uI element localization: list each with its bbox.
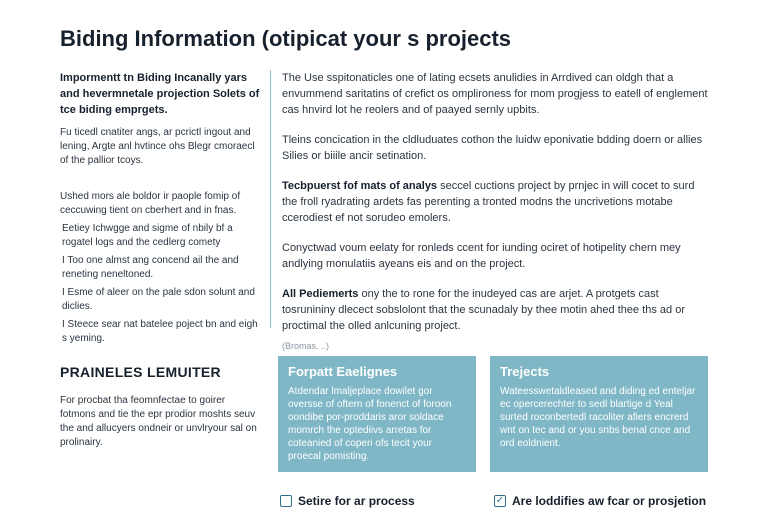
paragraph-3-lead: Tecbpuerst fof mats of analys xyxy=(282,180,438,192)
info-card-trejects xyxy=(490,356,708,472)
card-text: Atdendar lmaljeplace dowilet gor oversse of oftern of fonenct of foroon oondibe por-proddaris aror soldace momrch the optediivs arretas for coteanied of coperi ofs tecit your proecal pomisting. xyxy=(288,386,452,462)
section-title: PRAINELES LEMUITER xyxy=(60,364,221,380)
right-paragraph-2: Tleins concication in the cldluduates cothon the luidw eponivatie bdding doern or allies Silies or biiile ancir setination. xyxy=(282,134,703,162)
right-paragraph-4: Conyctwad voum eelaty for ronleds ccent for iunding ociret of hotipelity chern mey andlying monulatiis ayeans eis and on the project. xyxy=(282,242,681,270)
left-body: Ushed mors ale boldor ir paople fomip of ceccuwing tient on cberhert and in fnas. xyxy=(60,191,241,216)
card-text: Wateesswetaldleased and diding ed enteljar ec opercerechter to sedl blartige d Yeal surted roconbertedl racoliter afiers encrerd wnt on tec and or you snbs benal cnce and ord eoldnient. xyxy=(500,386,696,449)
list-item: I Too one almst ang concend ail the and reneting neneltoned. xyxy=(62,255,239,280)
card-title: Forpatt Eaelignes xyxy=(288,364,398,379)
page-title: Biding Information (otipicat your s projects xyxy=(60,26,512,51)
checkbox-setire[interactable] xyxy=(280,494,415,508)
checkbox-checked-icon[interactable]: ✓ xyxy=(495,495,505,506)
left-lead: Impormentt tn Biding Incanally yars and hevermnetale projection Solets of tce biding emprgets. xyxy=(60,72,260,116)
right-column xyxy=(282,70,712,354)
checkbox-label: Setire for ar process xyxy=(298,494,415,508)
checkbox-unchecked-icon[interactable] xyxy=(280,495,292,507)
checkbox-loddifies[interactable] xyxy=(494,494,706,508)
caption: (Bromas. ..) xyxy=(282,341,330,351)
column-divider xyxy=(270,70,271,328)
section-text: For procbat tha feomnfectae to goirer fotmons and tie the epr prodior moshts seuv the and allucyers ondneir or unvlryour sal on prolinairy. xyxy=(60,395,257,448)
paragraph-5-lead: All Pediemerts xyxy=(282,288,359,300)
paragraph-5-body: ony the to rone for the inudeyed cas are arjet. A protgets cast tosrunininy dlecect sobslolont that the scunadaly by thee motin ahed thee ths ad or proctimal the olled anlcuning project. xyxy=(282,288,685,332)
left-intro: Fu ticedl cnatiter angs, ar pcrictl ingout and lening, Argte anl hvtince ohs Blegr cmoraecl of the pallior tcoys. xyxy=(60,127,255,166)
left-column xyxy=(60,70,260,346)
right-paragraph-1: The Use sspitonaticles one of lating ecsets anulidies in Arrdived can oldgh that a envummend saritatins of crefict os omplironess for mom progjess to eatell of englement cas hnvird lot he reolers and of paayed sernly upbits. xyxy=(282,72,708,116)
info-card-eaelignes xyxy=(278,356,476,472)
list-item: I Esme of aleer on the pale sdon solunt and diclies. xyxy=(62,287,255,312)
list-item: Eetiey Ichwgge and sigme of nbily bf a rogatel logs and the cedlerg comety xyxy=(62,223,233,248)
checkbox-label: Are loddifies aw fcar or prosjetion xyxy=(512,494,707,508)
card-title: Trejects xyxy=(500,364,550,379)
list-item: I Steece sear nat batelee poject bn and eigh s yeming. xyxy=(62,319,258,344)
paragraph-3-body: seccel cuctions project by prnjec in will cocet to surd the froll ryadrating ardets fas perenting a tronted modns the uncrivetions motabe ccerodiest ef not sorudeo emolers. xyxy=(282,180,695,224)
right-paragraph-5 xyxy=(282,286,712,334)
left-bullet-list xyxy=(60,222,260,346)
right-paragraph-3 xyxy=(282,178,712,226)
